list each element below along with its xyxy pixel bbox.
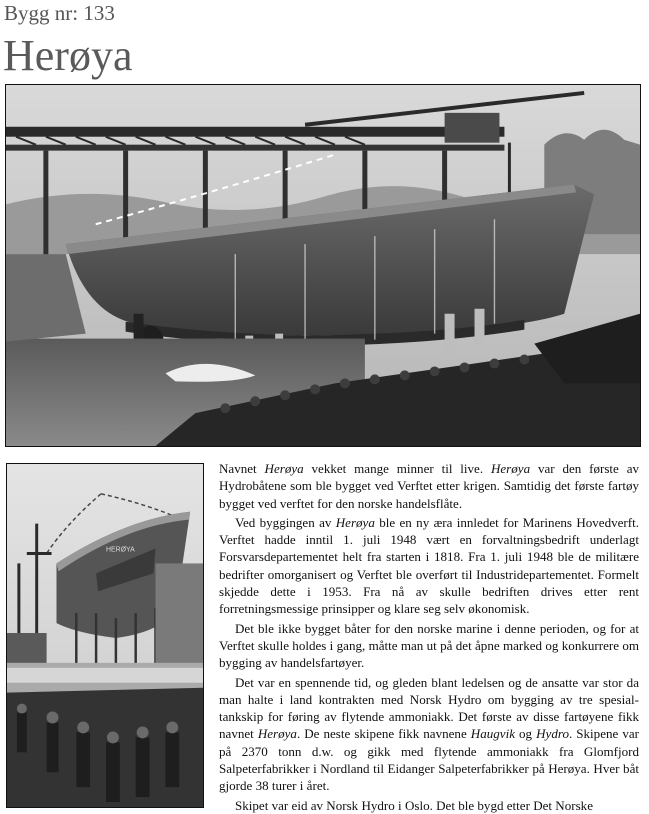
ship-name: Herøya [335, 514, 375, 530]
ship-name: Herøya [264, 461, 304, 476]
paragraph: Det var en spennende tid, og gleden blant ledelsen og de ansatte var stor da man halte i land kontrakten med Norsk Hydro om bygging av tre spesialtankskip for føring av flytende ammoniakk. Det første av disse fartøyene fikk navnet Herøya. De neste skipene fikk navnene Haugvik og Hydro. Skipene var på 2370 tonn d.w. og gikk med flytende ammoniakk fra Glomfjord Salpeterfabrikker i Nordland til Eidanger Salpeterfabrikker på Herøya. Hver båt gjorde 38 turer i året. [219, 674, 639, 794]
paragraph: Navnet Herøya vekket mange minner til live. Herøya var den første av Hydrobåtene som ble bygget ved Verftet etter krigen. Samtidig det første fartøy bygget ved verftet for den norske handelsflåte. [219, 461, 640, 511]
hull-name: HERØYA [105, 546, 135, 554]
ship-launch-photo-illustration [6, 85, 640, 446]
ship-on-slipway-photo-illustration [7, 464, 203, 807]
paragraph: Det ble ikke bygget båter for den norske marine i denne perioden, og for at Verftet skulle holdes i gang, måtte man ut på det åpne marked og konkurrere om bygging av handelsfartøyer. [219, 620, 639, 671]
page-title: Herøya [3, 31, 133, 80]
ship-name: Herøya [257, 726, 297, 742]
paragraph: Skipet var eid av Norsk Hydro i Oslo. Det ble bygd etter Det Norske [235, 797, 593, 813]
article-body [219, 460, 639, 814]
paragraph: Ved byggingen av Herøya ble en ny æra innledet for Marinens Hovedverft. Verftet hadde inntil 1. juli 1948 vært en forvaltningsbedrift underlagt Forsvarsdepartementet helt fra starten i 1818. Fra 1. juli 1948 ble de militære bedrifter omorganisert og Verftet ble overført til Industridepartementet. Formelt skjedde dette i 1953. Fra nå av skulle bedriften drives etter rent forretningsmessige prinsipper og klare seg selv økonomisk. [219, 514, 639, 617]
ship-name: Haugvik [470, 726, 515, 742]
ship-launch-photo [5, 84, 641, 447]
build-number: Bygg nr: 133 [4, 1, 115, 25]
ship-on-slipway-photo [6, 463, 204, 808]
ship-name: Hydro [536, 726, 569, 742]
ship-name: Herøya [490, 461, 531, 476]
